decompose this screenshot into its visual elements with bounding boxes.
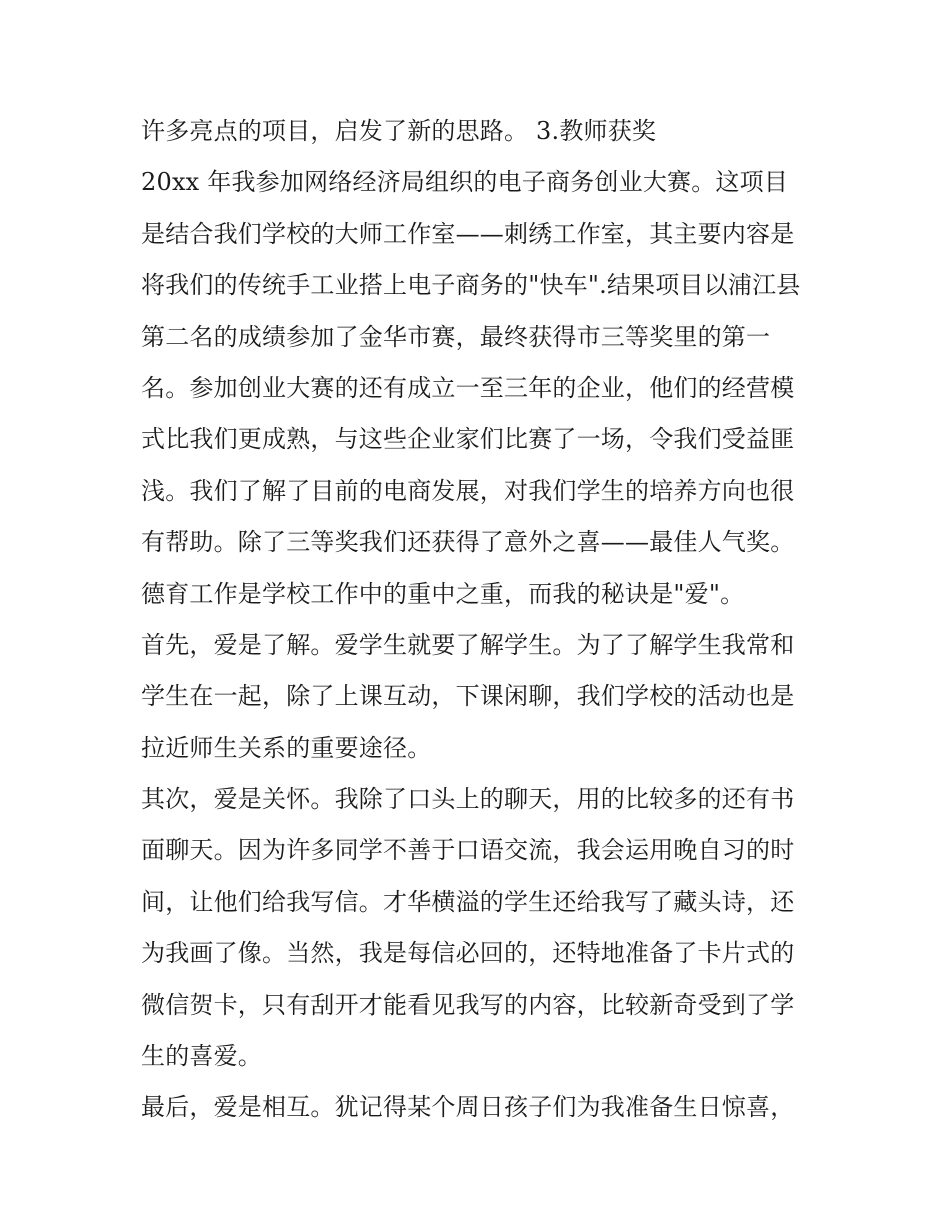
text-line: 为我画了像。当然，我是每信必回的，还特地准备了卡片式的 bbox=[141, 939, 795, 968]
text-line: 首先，爱是了解。爱学生就要了解学生。为了了解学生我常和 bbox=[141, 630, 795, 659]
text-line: 名。参加创业大赛的还有成立一至三年的企业，他们的经营模 bbox=[141, 373, 795, 402]
text-line: 浅。我们了解了目前的电商发展，对我们学生的培养方向也很 bbox=[141, 476, 795, 505]
text-line: 生的喜爱。 bbox=[141, 1042, 262, 1071]
text-line: 第二名的成绩参加了金华市赛，最终获得市三等奖里的第一 bbox=[141, 322, 771, 351]
text-line: 有帮助。除了三等奖我们还获得了意外之喜——最佳人气奖。 bbox=[141, 528, 795, 557]
text-line: 最后，爱是相互。犹记得某个周日孩子们为我准备生日惊喜， bbox=[141, 1093, 795, 1122]
text-line: 间，让他们给我写信。才华横溢的学生还给我写了藏头诗，还 bbox=[141, 887, 795, 916]
text-line: 是结合我们学校的大师工作室——刺绣工作室，其主要内容是 bbox=[141, 219, 795, 248]
text-line: 学生在一起，除了上课互动，下课闲聊，我们学校的活动也是 bbox=[141, 682, 795, 711]
document-body bbox=[141, 106, 821, 1134]
text-line: 20xx 年我参加网络经济局组织的电子商务创业大赛。这项目 bbox=[141, 168, 789, 197]
text-line: 面聊天。因为许多同学不善于口语交流，我会运用晚自习的时 bbox=[141, 836, 795, 865]
text-line: 微信贺卡，只有刮开才能看见我写的内容，比较新奇受到了学 bbox=[141, 990, 795, 1019]
text-line: 德育工作是学校工作中的重中之重，而我的秘诀是"爱"。 bbox=[141, 579, 745, 608]
text-line: 其次，爱是关怀。我除了口头上的聊天，用的比较多的还有书 bbox=[141, 785, 795, 814]
text-line: 将我们的传统手工业搭上电子商务的"快车".结果项目以浦江县 bbox=[141, 271, 801, 300]
text-line: 许多亮点的项目，启发了新的思路。 3.教师获奖 bbox=[141, 117, 657, 145]
text-line: 拉近师生关系的重要途径。 bbox=[141, 733, 432, 762]
text-line: 式比我们更成熟，与这些企业家们比赛了一场，令我们受益匪 bbox=[141, 425, 795, 454]
